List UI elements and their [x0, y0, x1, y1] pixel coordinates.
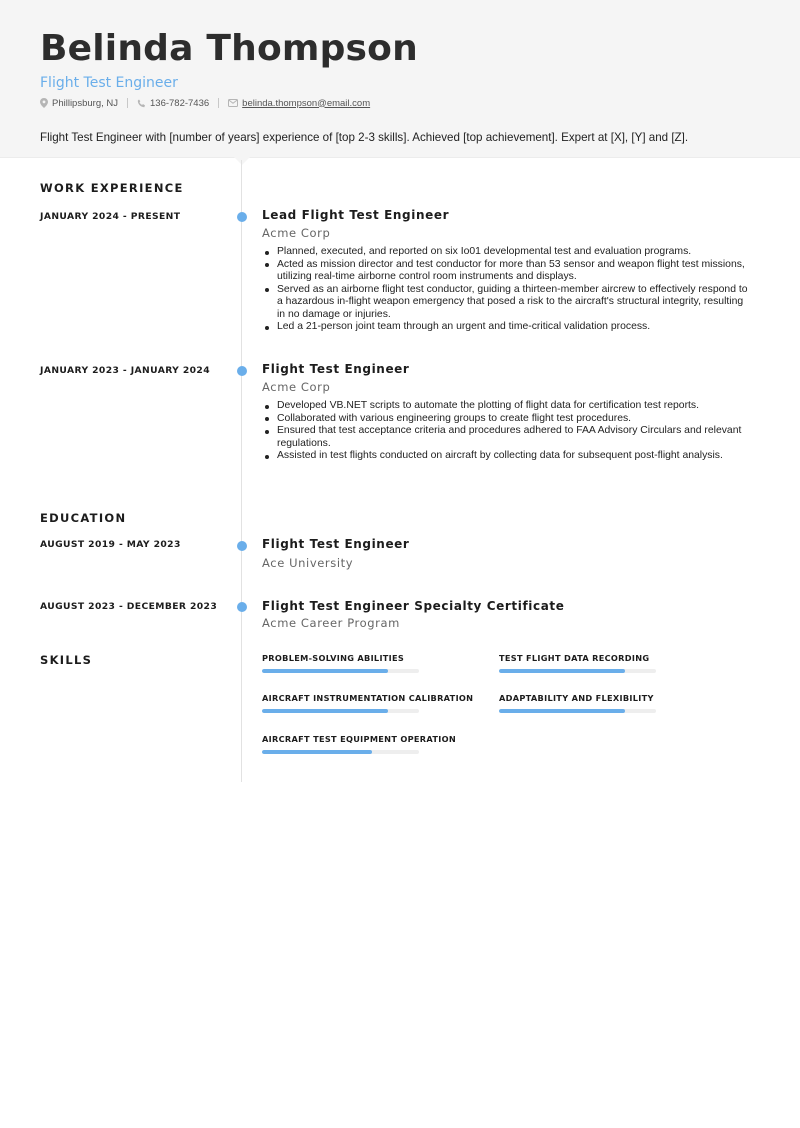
timeline-dot — [237, 366, 247, 376]
list-item: Served as an airborne flight test conductor, guiding a thirteen-member aircrew to effectively respond to a hazardous in-flight weapon emergency that posed a risk to the aircraft's structural integrity, resulting in no damage or injuries. — [262, 284, 752, 322]
edu-2-school: Acme Career Program — [262, 616, 400, 630]
resume-header — [0, 0, 800, 158]
timeline-dot — [237, 212, 247, 222]
contact-phone — [137, 98, 209, 109]
edu-1-dates: AUGUST 2019 - MAY 2023 — [40, 539, 181, 550]
skill-name: ADAPTABILITY AND FLEXIBILITY — [499, 693, 654, 703]
timeline-dot — [237, 541, 247, 551]
skill-name: AIRCRAFT TEST EQUIPMENT OPERATION — [262, 734, 457, 744]
work-2-company: Acme Corp — [262, 380, 331, 394]
candidate-title: Flight Test Engineer — [40, 75, 178, 91]
phone-icon — [137, 99, 146, 108]
skill-item — [499, 653, 719, 673]
list-item: Planned, executed, and reported on six Io01 developmental test and evaluation programs. — [262, 246, 752, 259]
candidate-name: Belinda Thompson — [40, 28, 418, 69]
mail-icon — [228, 99, 238, 107]
email-link[interactable]: belinda.thompson@email.com — [242, 97, 371, 109]
skill-item — [262, 653, 482, 673]
location-text: Phillipsburg, NJ — [52, 97, 118, 109]
contact-bar — [40, 96, 370, 110]
work-1-dates: JANUARY 2024 - PRESENT — [40, 211, 181, 222]
skill-bar — [262, 750, 419, 754]
skill-bar — [262, 669, 419, 673]
skill-bar-fill — [262, 669, 388, 673]
work-1-bullets — [262, 246, 752, 334]
skill-name: TEST FLIGHT DATA RECORDING — [499, 653, 650, 663]
contact-email[interactable] — [228, 98, 370, 109]
contact-location — [40, 98, 118, 109]
list-item: Acted as mission director and test conductor for more than 53 sensor and weapon flight test missions, utilizing real-time airborne control room instruments and displays. — [262, 259, 752, 284]
section-title-work: WORK EXPERIENCE — [40, 181, 184, 195]
profile-summary: Flight Test Engineer with [number of years] experience of [top 2-3 skills]. Achieved [top achievement]. Expert at [X], [Y] and [Z]. — [40, 131, 689, 144]
timeline-dot — [237, 602, 247, 612]
contact-divider — [218, 98, 219, 108]
skill-bar-fill — [499, 709, 625, 713]
work-2-dates: JANUARY 2023 - JANUARY 2024 — [40, 365, 211, 376]
skill-bar-fill — [262, 750, 372, 754]
skill-name: AIRCRAFT INSTRUMENTATION CALIBRATION — [262, 693, 474, 703]
skill-bar-fill — [262, 709, 388, 713]
section-title-education: EDUCATION — [40, 511, 127, 525]
skill-item — [262, 734, 482, 754]
work-2-bullets — [262, 400, 752, 463]
skill-item — [499, 693, 719, 713]
list-item: Developed VB.NET scripts to automate the plotting of flight data for certification test reports. — [262, 400, 752, 413]
list-item: Assisted in test flights conducted on aircraft by collecting data for subsequent post-flight analysis. — [262, 450, 752, 463]
list-item: Ensured that test acceptance criteria and procedures adhered to FAA Advisory Circulars and relevant regulations. — [262, 425, 752, 450]
list-item: Collaborated with various engineering groups to create flight test procedures. — [262, 413, 752, 426]
skill-name: PROBLEM-SOLVING ABILITIES — [262, 653, 405, 663]
timeline-line — [241, 160, 242, 782]
section-title-skills: SKILLS — [40, 653, 93, 667]
location-pin-icon — [40, 98, 48, 108]
edu-1-school: Ace University — [262, 556, 354, 570]
work-2-role: Flight Test Engineer — [262, 362, 410, 376]
contact-divider — [127, 98, 128, 108]
skill-bar — [499, 709, 656, 713]
header-notch — [234, 157, 250, 165]
skill-item — [262, 693, 482, 713]
skill-bar — [262, 709, 419, 713]
work-1-role: Lead Flight Test Engineer — [262, 208, 450, 222]
skill-bar — [499, 669, 656, 673]
edu-2-dates: AUGUST 2023 - DECEMBER 2023 — [40, 601, 218, 612]
edu-2-degree: Flight Test Engineer Specialty Certificate — [262, 599, 565, 613]
skill-bar-fill — [499, 669, 625, 673]
edu-1-degree: Flight Test Engineer — [262, 537, 410, 551]
work-1-company: Acme Corp — [262, 226, 331, 240]
list-item: Led a 21-person joint team through an urgent and time-critical validation process. — [262, 321, 752, 334]
phone-text: 136-782-7436 — [150, 97, 210, 109]
